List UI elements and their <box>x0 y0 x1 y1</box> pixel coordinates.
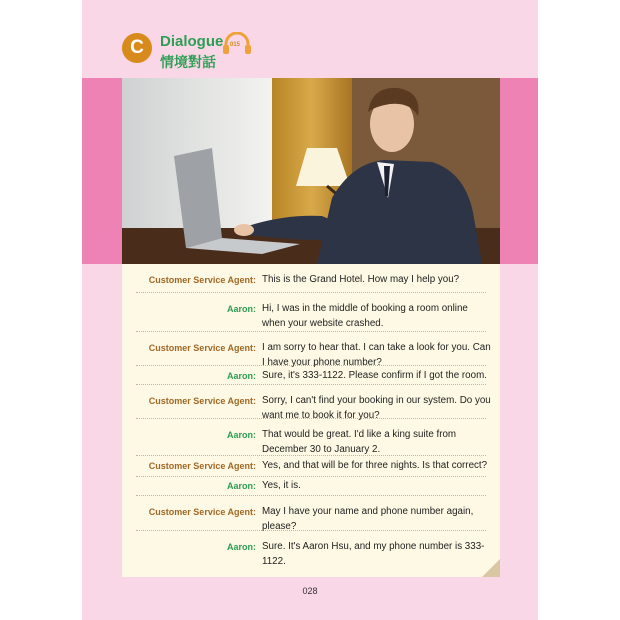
speaker-label: Aaron: <box>227 481 256 491</box>
dialogue-row <box>136 385 491 421</box>
speaker-label: Aaron: <box>227 371 256 381</box>
dialogue-row <box>136 419 486 456</box>
book-page <box>82 0 538 620</box>
speaker-label: Customer Service Agent: <box>148 396 256 406</box>
dialogue-line: Yes, and that will be for three nights. Is that correct? <box>262 460 488 471</box>
dialogue-line: Sure, it's 333-1122. Please confirm if I got the room. <box>262 370 487 381</box>
section-title-chinese: 情境對話 <box>160 54 216 70</box>
speaker-label: Customer Service Agent: <box>148 275 256 285</box>
dialogue-line: Hi, I was in the middle of booking a room online when your website crashed. <box>262 303 468 329</box>
dialogue-row <box>136 332 491 368</box>
speaker-label: Customer Service Agent: <box>148 343 256 353</box>
dialogue-row <box>136 531 486 565</box>
dialogue-line: Sorry, I can't find your booking in our system. Do you want me to book it for you? <box>262 395 491 421</box>
speaker-label: Aaron: <box>227 430 256 440</box>
business-man-laptop-photo <box>122 78 500 264</box>
dialogue-line: Yes, it is. <box>262 480 301 491</box>
dialogue-line: I am sorry to hear that. I can take a look for you. Can I have your phone number? <box>262 342 491 368</box>
pink-band-right <box>500 78 538 264</box>
dialogue-row <box>136 293 486 332</box>
section-title-english: Dialogue <box>160 33 224 50</box>
speaker-label: Customer Service Agent: <box>148 461 256 471</box>
dialogue-row <box>136 366 486 385</box>
speaker-label: Aaron: <box>227 304 256 314</box>
dialogue-line: May I have your name and phone number again, please? <box>262 506 474 532</box>
speaker-label: Customer Service Agent: <box>148 507 256 517</box>
page-curl-corner <box>482 559 500 577</box>
dialogue-line: That would be great. I'd like a king suite from December 30 to January 2. <box>262 429 457 455</box>
dialogue-row <box>136 496 486 531</box>
audio-track-number: 015 <box>230 42 241 48</box>
speaker-label: Aaron: <box>227 542 256 552</box>
dialogue-row <box>136 456 486 477</box>
dialogue-row <box>136 264 486 293</box>
dialogue-row <box>136 477 486 496</box>
dialogue-panel <box>122 264 500 577</box>
section-badge: C <box>122 33 152 63</box>
photo-illustration <box>122 78 500 264</box>
dialogue-line: Sure. It's Aaron Hsu, and my phone number is 333-1122. <box>262 541 485 567</box>
page-number: 028 <box>302 586 318 596</box>
pink-band-left <box>82 78 122 264</box>
dialogue-line: This is the Grand Hotel. How may I help you? <box>262 274 460 285</box>
